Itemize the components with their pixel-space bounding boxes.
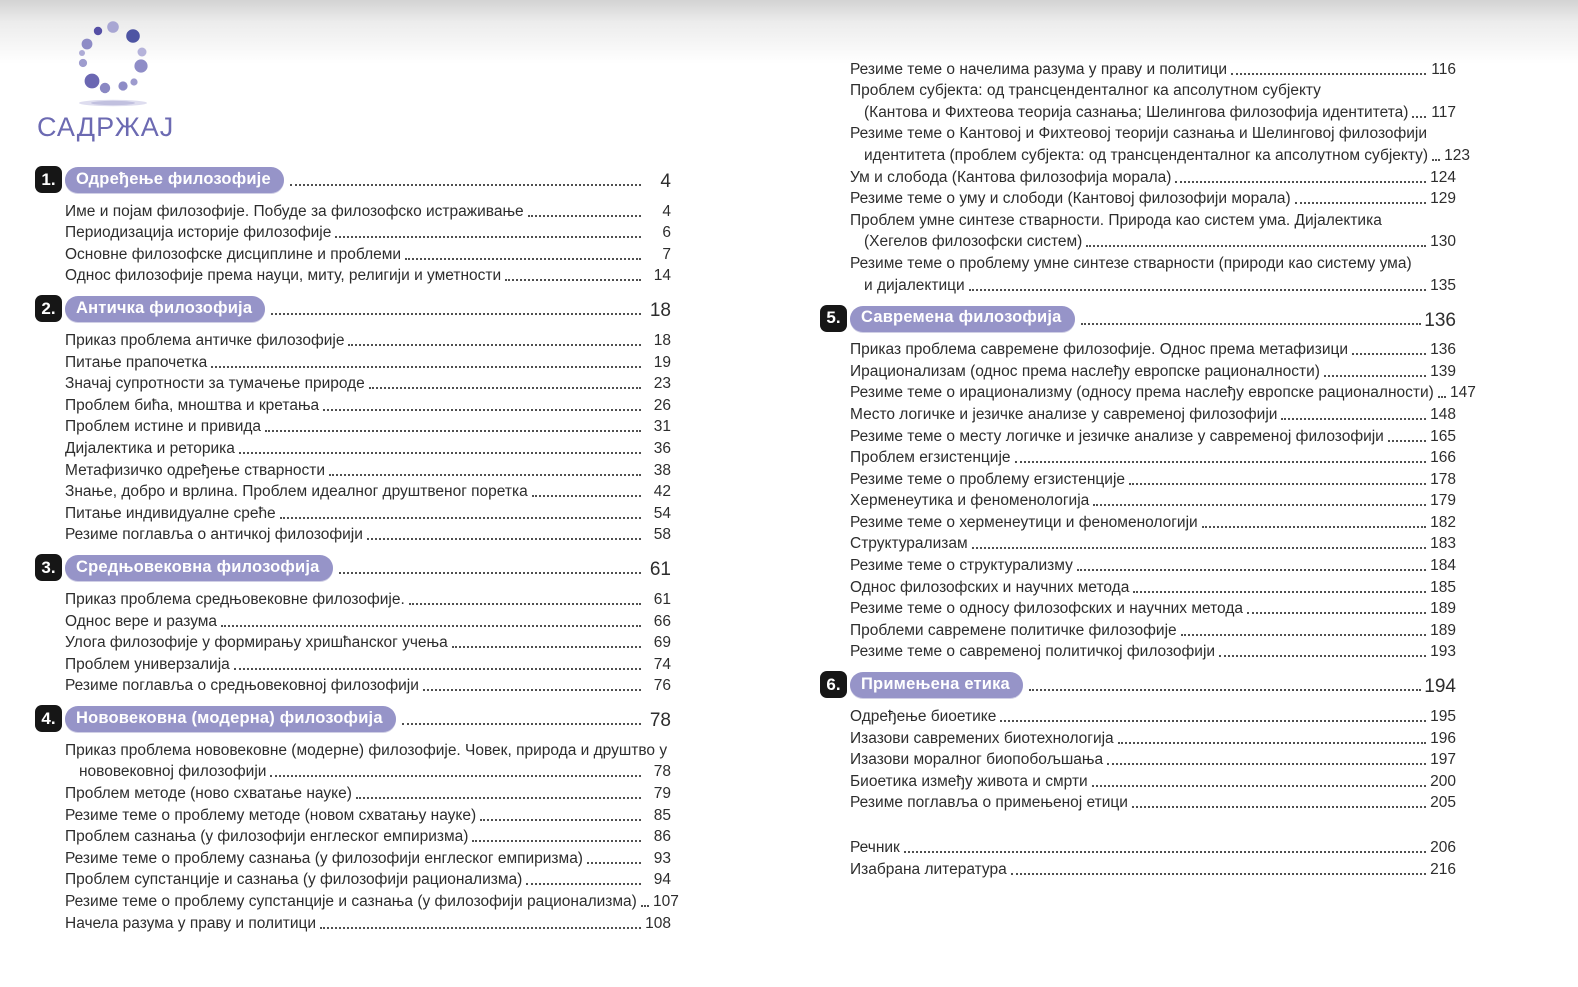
toc-entries-group [820,835,1456,878]
toc-entry-text: Начела разума у праву и политици [65,914,317,932]
toc-entry-row [850,122,1456,144]
toc-entry-text: Приказ проблема савремене филозофије. Однос према метафизици [850,341,1349,359]
toc-entry-row [850,100,1456,122]
dot-leader [526,883,641,885]
toc-entry-row [65,889,679,911]
toc-entry-text: Однос филозофских и научних метода [850,578,1130,596]
toc-entry-row [850,424,1456,446]
page-number: 31 [653,418,671,436]
dot-leader [1438,396,1446,398]
toc-entry-row [65,501,671,523]
dot-leader [1352,353,1426,355]
toc-entry-text: Однос вере и разума [65,612,218,630]
toc-entry-text: Резиме теме о месту логичке и језичке анализе у савременој филозофији [850,427,1384,445]
toc-entry-text: Резиме теме о проблему супстанције и сазнања (у филозофији рационализма) [65,893,637,911]
toc-entry-text: Одређење биоетике [850,708,997,726]
toc-entry-text: Изазови моралног биопобољшања [850,751,1104,769]
dot-leader [402,723,641,725]
page-number: 135 [1430,276,1456,294]
toc-entries-group [35,328,671,544]
toc-entry-row [850,79,1456,101]
dot-leader [221,625,641,627]
dot-leader [532,495,641,497]
page-number: 193 [1430,643,1456,661]
dot-leader [1077,569,1426,571]
dot-leader [1324,375,1426,377]
dot-leader [1181,634,1426,636]
toc-entries-group [35,738,679,932]
toc-entry-row [850,208,1456,230]
page-number: 38 [653,461,671,479]
dot-leader [367,538,641,540]
toc-entry-row [850,446,1456,468]
dot-leader [405,258,641,260]
toc-entry-row [850,618,1456,640]
dot-leader [1029,689,1421,691]
dot-leader [348,344,641,346]
dot-leader [320,927,641,929]
dot-leader [1202,526,1426,528]
toc-entry-text: Питање индивидуалне среће [65,504,276,522]
toc-entry-text: Биоетика између живота и смрти [850,772,1088,790]
section-page-number: 78 [649,710,671,732]
page-number: 179 [1430,492,1456,510]
toc-entry-row [850,791,1456,813]
toc-entry-text: Резиме теме о проблему умне синтезе стварности (природи као систему ума) [850,254,1412,272]
dot-leader [1432,159,1440,161]
toc-entry-text: Резиме теме о односу филозофских и научних метода [850,600,1243,618]
section-number-badge: 3. [35,554,62,581]
dot-leader [1231,73,1426,75]
toc-section-heading [35,551,671,581]
toc-entry-text: Резиме теме о проблему методе (новом схватању науке) [65,806,477,824]
page-number: 18 [653,331,671,349]
page-number: 196 [1430,729,1456,747]
toc-entry-text: (Кантова и Фихтеова теорија сазнања; Шелингова филозофија идентитета) [864,103,1409,121]
page-number: 26 [653,396,671,414]
page-number: 116 [1431,60,1456,78]
toc-entry-row [850,359,1456,381]
toc-entry-text: Однос филозофије према науци, миту, религији и уметности [65,267,502,285]
dot-leader [972,547,1426,549]
dot-leader [356,797,641,799]
toc-entry-row [850,230,1456,252]
toc-entry-row [850,553,1456,575]
toc-entry-text: Проблем сазнања (у филозофији енглеског емпиризма) [65,828,469,846]
page-number: 66 [653,612,671,630]
toc-entry-text: Речник [850,839,900,856]
toc-entry-row [850,704,1456,726]
toc-entry-row [65,242,671,264]
toc-entries-group [820,704,1456,812]
toc-entries-group [820,57,1471,295]
toc-entry-row [850,57,1456,79]
section-title-pill: Примењена етика [850,672,1023,698]
toc-entry-text: Изазови савремених биотехнологија [850,729,1114,747]
toc-entry-text: Проблем универзалија [65,655,230,673]
toc-entries-group [35,199,671,285]
toc-entry-row [65,458,671,480]
page-number: 14 [653,267,671,285]
page-number: 189 [1430,621,1456,639]
toc-entry-text: Место логичке и језичке анализе у савременој филозофији [850,405,1278,423]
toc-entry-row [850,165,1456,187]
toc-entry-text: Метафизичко одређење стварности [65,461,326,479]
section-page-number: 136 [1424,309,1456,331]
page-number: 139 [1430,362,1456,380]
dots-circle-logo-svg [55,6,175,108]
toc-section-heading [35,702,671,732]
page-number: 86 [653,828,671,846]
toc-entry-text: Проблем умне синтезе стварности. Природа као систем ума. Дијалектика [850,211,1382,229]
dot-leader [290,184,641,186]
dot-leader [339,572,642,574]
toc-entry-row [850,402,1456,424]
toc-entry-row [850,575,1456,597]
toc-section-heading [820,668,1456,698]
section-page-number: 18 [649,300,671,322]
dot-leader [1000,720,1426,722]
toc-entry-row [65,674,671,696]
dot-leader [265,430,641,432]
toc-entry-text: Резиме теме о проблему сазнања (у филозофији енглеског емпиризма) [65,849,583,867]
toc-entry-text: Проблем бића, мноштва и кретања [65,396,320,414]
toc-entry-text: Резиме теме о структурализму [850,557,1073,575]
page-number: 195 [1430,708,1456,726]
toc-entry-row [65,738,671,760]
page-number: 76 [653,677,671,695]
dot-leader [472,840,641,842]
dot-leader [1107,763,1426,765]
dot-leader [323,409,641,411]
dot-leader [452,646,641,648]
toc-entry-text: Проблем егзистенције [850,449,1011,467]
page-number: 108 [645,914,671,932]
dot-leader [234,668,641,670]
page-number: 69 [653,634,671,652]
dot-leader [423,689,641,691]
dot-leader [1118,742,1426,744]
toc-entry-text: Проблеми савремене политичке филозофије [850,621,1177,639]
toc-entry-row [850,489,1456,511]
page-number: 85 [653,806,671,824]
page-number: 200 [1430,772,1456,790]
toc-entry-text: Приказ проблема античке филозофије [65,331,345,349]
toc-entry-row [65,846,671,868]
toc-entry-text: Херменеутика и феноменологија [850,492,1090,510]
toc-entry-text: Проблем субјекта: од трансценденталног ка апсолутном субјекту [850,82,1321,100]
toc-entry-row [65,415,671,437]
dot-leader [1133,591,1426,593]
dot-leader [505,279,641,281]
page-number: 147 [1449,384,1476,402]
toc-entry-text: Резиме теме о проблему егзистенције [850,470,1126,488]
toc-entry-text: Резиме теме о ирационализму (односу према наслеђу европске рационалности) [850,384,1434,402]
section-title-pill: Средњовековна филозофија [65,555,333,581]
section-page-number: 61 [649,559,671,581]
dot-leader [1132,806,1426,808]
toc-column-1 [35,0,679,933]
toc-entry-row [65,652,671,674]
page-number: 6 [662,224,671,242]
dot-leader [1011,873,1426,875]
page-number: 58 [653,526,671,544]
toc-entry-text: Резиме поглавља о примењеној етици [850,794,1128,812]
page-number: 148 [1430,405,1456,423]
dot-leader [1086,245,1426,247]
toc-entry-text: Резиме поглавља о средњовековној филозофији [65,677,419,695]
page-number: 78 [653,763,671,781]
page-number: 107 [652,893,679,911]
toc-entry-text: Проблем супстанције и сазнања (у филозофији рационализма) [65,871,523,889]
toc-column-2 [820,0,1476,879]
toc-entry-row [65,803,671,825]
toc-entry-row [850,748,1456,770]
dot-leader [641,905,649,907]
page-number: 216 [1430,860,1456,878]
dot-leader [1129,483,1426,485]
section-title-pill: Нововековна (модерна) филозофија [65,706,396,732]
dot-leader [270,775,641,777]
dot-leader [1092,785,1426,787]
toc-entry-text: Периодизација историје филозофије [65,224,332,242]
toc-entry-text: идентитета (проблем субјекта: од трансценденталног ка апсолутном субјекту) [864,146,1429,164]
page-number: 94 [653,871,671,889]
toc-entry-row [850,251,1456,273]
toc-entry-text: Резиме теме о Кантовој и Фихтеовој теорији сазнања и Шелинговој филозофији [850,125,1428,143]
toc-entry-row [65,328,671,350]
toc-entry-text: Приказ проблема нововековне (модерне) филозофије. Човек, природа и друштво у [65,741,668,759]
page-number: 185 [1430,578,1456,596]
dot-leader [1412,116,1426,118]
toc-entry-text: Резиме теме о савременој политичкој филозофији [850,643,1216,661]
toc-entry-text: Структурализам [850,535,968,553]
page-number: 205 [1430,794,1456,812]
dot-leader [1247,612,1426,614]
section-number-badge: 4. [35,705,62,732]
dot-leader [1281,418,1426,420]
toc-entry-row [65,199,671,221]
toc-entry-row [850,510,1456,532]
toc-entry-text: Приказ проблема средњовековне филозофије. [65,590,405,608]
page-number: 124 [1430,168,1456,186]
page-number: 7 [662,245,671,263]
dot-leader [335,236,641,238]
page-number: 54 [653,504,671,522]
toc-entry-row [65,221,671,243]
dot-leader [369,387,641,389]
toc-entry-row [65,587,671,609]
section-number-badge: 2. [35,295,62,322]
page-number: 61 [653,590,671,608]
toc-entry-text: Основне филозофске дисциплине и проблеми [65,245,402,263]
toc-entry-text: Ум и слобода (Кантова филозофија морала) [850,168,1172,186]
toc-entry-text: Изабрана литература [850,860,1007,878]
dot-leader [1015,461,1426,463]
dot-leader [329,474,641,476]
toc-entry-row [850,338,1456,360]
section-title-pill: Савремена филозофија [850,306,1075,332]
dot-leader [1175,181,1426,183]
page-number: 166 [1430,449,1456,467]
toc-entry-row [65,868,671,890]
toc-entries-group [820,338,1476,662]
toc-entry-text: (Хегелов филозофски систем) [864,233,1083,251]
dot-leader [1081,323,1422,325]
page-number: 184 [1430,557,1456,575]
toc-section-heading [35,163,671,193]
toc-entry-row [65,609,671,631]
toc-entries-group [35,587,671,695]
toc-entry-row [65,436,671,458]
section-page-number: 4 [660,171,671,192]
toc-entry-text: Резиме поглавља о античкој филозофији [65,526,363,544]
toc-section-heading [35,292,671,322]
page-number: 74 [653,655,671,673]
dot-leader [1388,440,1426,442]
page-number: 182 [1430,513,1456,531]
page-number: 117 [1431,103,1456,121]
dot-leader [904,851,1426,853]
toc-entry-row [65,825,671,847]
dot-leader [1295,202,1426,204]
section-title-pill: Одређење филозофије [65,167,284,193]
dot-leader [211,366,641,368]
toc-entry-text: Резиме теме о херменеутици и феноменологији [850,513,1198,531]
page-number: 23 [653,375,671,393]
toc-entry-text: Резиме теме о уму и слободи (Кантовој филозофији морала) [850,190,1291,208]
page-number: 189 [1430,600,1456,618]
dot-leader [528,215,641,217]
toc-entry-row [65,523,671,545]
section-number-badge: 1. [35,166,62,193]
page-number: 42 [653,483,671,501]
toc-entry-row [850,187,1456,209]
toc-entry-row [850,640,1456,662]
page-number: 36 [653,439,671,457]
toc-entry-row [65,760,671,782]
page-number: 165 [1430,427,1456,445]
page-number: 79 [653,785,671,803]
toc-entry-text: Име и појам филозофије. Побуде за филозофско истраживање [65,202,524,220]
toc-entry-text: Резиме теме о начелима разума у праву и политици [850,60,1228,78]
dot-leader [409,603,641,605]
toc-entry-row [850,835,1456,857]
page-number: 19 [653,353,671,371]
toc-entry-text: Улога филозофије у формирању хришћанског учења [65,634,448,652]
toc-entry-text: Знање, добро и врлина. Проблем идеалног друштвеног поретка [65,483,528,501]
toc-entry-row [850,143,1471,165]
toc-entry-row [850,381,1476,403]
section-page-number: 194 [1424,676,1456,698]
page-number: 129 [1430,190,1456,208]
toc-entry-text: Проблем методе (ново схватање науке) [65,785,352,803]
page-number: 206 [1430,839,1456,856]
dot-leader [1093,504,1426,506]
toc-entry-row [850,532,1456,554]
toc-entry-text: нововековној филозофији [79,763,267,781]
toc-entry-row [65,781,671,803]
dot-leader [587,862,641,864]
dot-leader [239,452,641,454]
page-number: 178 [1430,470,1456,488]
toc-entry-row [65,911,671,933]
dot-leader [280,517,641,519]
toc-entry-text: Питање прапочетка [65,353,208,371]
page-number: 183 [1430,535,1456,553]
page-number: 123 [1444,146,1471,164]
page-number: 93 [653,849,671,867]
toc-entry-row [850,273,1456,295]
page-number: 136 [1430,341,1456,359]
toc-entry-row [850,769,1456,791]
toc-entry-row [65,372,671,394]
page-number: 130 [1430,233,1456,251]
toc-section-heading [820,302,1456,332]
dots-circle-logo [55,6,175,108]
toc-entry-row [850,467,1456,489]
dot-leader [1219,655,1426,657]
dot-leader [969,289,1426,291]
toc-entry-row [850,857,1456,879]
section-number-badge: 6. [820,671,847,698]
section-title-pill: Античка филозофија [65,296,265,322]
page-title: САДРЖАЈ [37,112,175,142]
toc-entry-text: Ирационализам (однос према наслеђу европске рационалности) [850,362,1320,380]
toc-entry-row [850,597,1456,619]
dot-leader [271,313,641,315]
toc-entry-text: и дијалектици [864,276,965,294]
page-number: 197 [1430,751,1456,769]
section-number-badge: 5. [820,305,847,332]
toc-entry-row [850,726,1456,748]
dot-leader [480,819,641,821]
toc-entry-row [65,631,671,653]
page-number: 4 [662,202,671,220]
toc-entry-text: Значај супротности за тумачење природе [65,375,365,393]
toc-entry-row [65,350,671,372]
toc-entry-row [65,393,671,415]
toc-entry-row [65,264,671,286]
toc-entry-text: Дијалектика и реторика [65,439,235,457]
toc-entry-row [65,480,671,502]
toc-entry-text: Проблем истине и привида [65,418,262,436]
